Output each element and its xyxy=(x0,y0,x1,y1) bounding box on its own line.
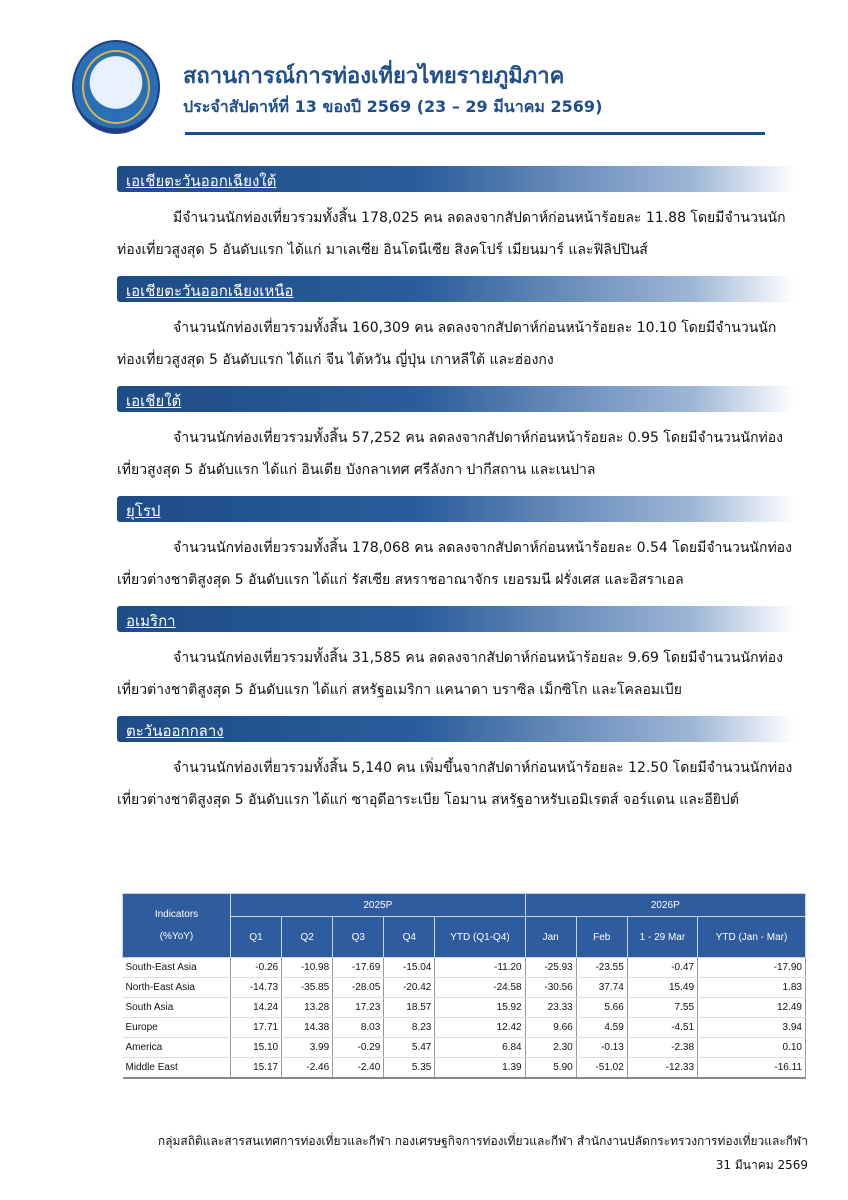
column-header: 1 - 29 Mar xyxy=(627,917,697,958)
page-subtitle: ประจำสัปดาห์ที่ 13 ของปี 2569 (23 – 29 มีนาคม 2569) xyxy=(183,97,603,116)
footer-date: 31 มีนาคม 2569 xyxy=(715,1158,808,1172)
table-cell: 18.57 xyxy=(384,998,435,1018)
row-label: South Asia xyxy=(123,998,231,1018)
table-cell: 9.66 xyxy=(525,1018,576,1038)
table-row xyxy=(123,1038,806,1058)
table-cell: -15.04 xyxy=(384,958,435,978)
table-cell: -11.20 xyxy=(435,958,525,978)
table-cell: -30.56 xyxy=(525,978,576,998)
column-header: Q1 xyxy=(231,917,282,958)
table-cell: 5.35 xyxy=(384,1058,435,1079)
table-cell: 14.38 xyxy=(282,1018,333,1038)
table-cell: 12.42 xyxy=(435,1018,525,1038)
indicators-label: Indicators xyxy=(154,909,199,920)
table-cell: -20.42 xyxy=(384,978,435,998)
group-header-2026: 2026P xyxy=(525,894,805,917)
column-header: Q2 xyxy=(282,917,333,958)
table-cell: -17.69 xyxy=(333,958,384,978)
page-title: สถานการณ์การท่องเที่ยวไทยรายภูมิภาค xyxy=(183,64,565,89)
table-cell: 12.49 xyxy=(698,998,806,1018)
column-header: Q3 xyxy=(333,917,384,958)
column-header: YTD (Q1-Q4) xyxy=(435,917,525,958)
table-row xyxy=(123,1058,806,1079)
section-heading-text: ยุโรป xyxy=(126,502,161,520)
table-cell: 15.92 xyxy=(435,998,525,1018)
table-cell: -2.40 xyxy=(333,1058,384,1079)
table-row xyxy=(123,998,806,1018)
table-cell: -14.73 xyxy=(231,978,282,998)
section-heading-europe xyxy=(117,496,795,522)
section-text-america: จำนวนนักท่องเที่ยวรวมทั้งสิ้น 31,585 คน ลดลงจากสัปดาห์ก่อนหน้าร้อยละ 9.69 โดยมีจำนวนนักท่องเที่ยวต่างชาติสูงสุด 5 อันดับแรก ได้แก่ สหรัฐอเมริกา แคนาดา บราซิล เม็กซิโก และโคลอมเบีย xyxy=(117,650,784,698)
yoy-table xyxy=(122,893,806,1079)
indicators-header xyxy=(123,894,231,958)
table-cell: 23.33 xyxy=(525,998,576,1018)
table-cell: 6.84 xyxy=(435,1038,525,1058)
section-text-middle-east: จำนวนนักท่องเที่ยวรวมทั้งสิ้น 5,140 คน เพิ่มขึ้นจากสัปดาห์ก่อนหน้าร้อยละ 12.50 โดยมีจำนวนนักท่องเที่ยวต่างชาติสูงสุด 5 อันดับแรก ได้แก่ ซาอุดีอาระเบีย โอมาน สหรัฐอาหรับเอมิเรตส์ จอร์แดน และอียิปต์ xyxy=(117,760,793,808)
table-cell: 8.03 xyxy=(333,1018,384,1038)
section-heading-middle-east xyxy=(117,716,795,742)
table-cell: 3.94 xyxy=(698,1018,806,1038)
table-cell: -10.98 xyxy=(282,958,333,978)
ministry-logo xyxy=(72,40,160,134)
table-cell: 2.30 xyxy=(525,1038,576,1058)
indicators-unit: (%YoY) xyxy=(159,931,194,942)
table-row xyxy=(123,1018,806,1038)
table-cell: 1.83 xyxy=(698,978,806,998)
table-cell: 5.66 xyxy=(576,998,627,1018)
table-cell: -2.46 xyxy=(282,1058,333,1079)
table-cell: -16.11 xyxy=(698,1058,806,1079)
section-heading-northeast-asia xyxy=(117,276,795,302)
table-cell: 15.17 xyxy=(231,1058,282,1079)
row-label: Europe xyxy=(123,1018,231,1038)
table-cell: 5.90 xyxy=(525,1058,576,1079)
section-text-southeast-asia: มีจำนวนนักท่องเที่ยวรวมทั้งสิ้น 178,025 คน ลดลงจากสัปดาห์ก่อนหน้าร้อยละ 11.88 โดยมีจำนวนนักท่องเที่ยวสูงสุด 5 อันดับแรก ได้แก่ มาเลเซีย อินโดนีเซีย สิงคโปร์ เมียนมาร์ และฟิลิปปินส์ xyxy=(117,210,786,258)
row-label: South-East Asia xyxy=(123,958,231,978)
table-cell: -25.93 xyxy=(525,958,576,978)
table-cell: 17.71 xyxy=(231,1018,282,1038)
table-cell: -12.33 xyxy=(627,1058,697,1079)
column-header: YTD (Jan - Mar) xyxy=(698,917,806,958)
table-cell: -17.90 xyxy=(698,958,806,978)
section-text-europe: จำนวนนักท่องเที่ยวรวมทั้งสิ้น 178,068 คน ลดลงจากสัปดาห์ก่อนหน้าร้อยละ 0.54 โดยมีจำนวนนักท่องเที่ยวต่างชาติสูงสุด 5 อันดับแรก ได้แก่ รัสเซีย สหราชอาณาจักร เยอรมนี ฝรั่งเศส และอิสราเอล xyxy=(117,540,792,588)
column-header: Feb xyxy=(576,917,627,958)
table-cell: 5.47 xyxy=(384,1038,435,1058)
table-cell: 8.23 xyxy=(384,1018,435,1038)
table-cell: -0.13 xyxy=(576,1038,627,1058)
header-divider xyxy=(185,132,765,135)
footer-org: กลุ่มสถิติและสารสนเทศการท่องเที่ยวและกีฬา กองเศรษฐกิจการท่องเที่ยวและกีฬา สำนักงานปลัดกระทรวงการท่องเที่ยวและกีฬา xyxy=(157,1134,808,1148)
section-heading-text: ตะวันออกกลาง xyxy=(126,722,224,740)
table-cell: -4.51 xyxy=(627,1018,697,1038)
table-cell: 7.55 xyxy=(627,998,697,1018)
column-header: Jan xyxy=(525,917,576,958)
table-cell: 17.23 xyxy=(333,998,384,1018)
table-cell: 3.99 xyxy=(282,1038,333,1058)
table-row xyxy=(123,978,806,998)
logo-ring xyxy=(82,50,150,124)
table-cell: 15.10 xyxy=(231,1038,282,1058)
table-cell: -0.47 xyxy=(627,958,697,978)
table-cell: 13.28 xyxy=(282,998,333,1018)
section-heading-text: เอเชียตะวันออกเฉียงเหนือ xyxy=(126,282,294,300)
table-cell: -51.02 xyxy=(576,1058,627,1079)
row-label: North-East Asia xyxy=(123,978,231,998)
row-label: Middle East xyxy=(123,1058,231,1079)
table-cell: 14.24 xyxy=(231,998,282,1018)
table-cell: -24.58 xyxy=(435,978,525,998)
section-text-south-asia: จำนวนนักท่องเที่ยวรวมทั้งสิ้น 57,252 คน ลดลงจากสัปดาห์ก่อนหน้าร้อยละ 0.95 โดยมีจำนวนนักท่องเที่ยวสูงสุด 5 อันดับแรก ได้แก่ อินเดีย บังกลาเทศ ศรีลังกา ปากีสถาน และเนปาล xyxy=(117,430,784,478)
row-label: America xyxy=(123,1038,231,1058)
table-cell: 37.74 xyxy=(576,978,627,998)
table-row xyxy=(123,958,806,978)
section-heading-text: อเมริกา xyxy=(126,612,176,630)
group-header-2025: 2025P xyxy=(231,894,526,917)
table-cell: 0.10 xyxy=(698,1038,806,1058)
table-cell: 15.49 xyxy=(627,978,697,998)
table-cell: -28.05 xyxy=(333,978,384,998)
section-heading-text: เอเชียใต้ xyxy=(126,392,182,410)
section-heading-southeast-asia xyxy=(117,166,795,192)
table-cell: -0.26 xyxy=(231,958,282,978)
section-heading-text: เอเชียตะวันออกเฉียงใต้ xyxy=(126,172,277,190)
section-heading-america xyxy=(117,606,795,632)
column-header: Q4 xyxy=(384,917,435,958)
section-text-northeast-asia: จำนวนนักท่องเที่ยวรวมทั้งสิ้น 160,309 คน ลดลงจากสัปดาห์ก่อนหน้าร้อยละ 10.10 โดยมีจำนวนนักท่องเที่ยวสูงสุด 5 อันดับแรก ได้แก่ จีน ไต้หวัน ญี่ปุ่น เกาหลีใต้ และฮ่องกง xyxy=(117,320,777,368)
table-cell: 1.39 xyxy=(435,1058,525,1079)
table-cell: -0.29 xyxy=(333,1038,384,1058)
table-cell: 4.59 xyxy=(576,1018,627,1038)
table-cell: -2.38 xyxy=(627,1038,697,1058)
section-heading-south-asia xyxy=(117,386,795,412)
table-cell: -35.85 xyxy=(282,978,333,998)
table-cell: -23.55 xyxy=(576,958,627,978)
